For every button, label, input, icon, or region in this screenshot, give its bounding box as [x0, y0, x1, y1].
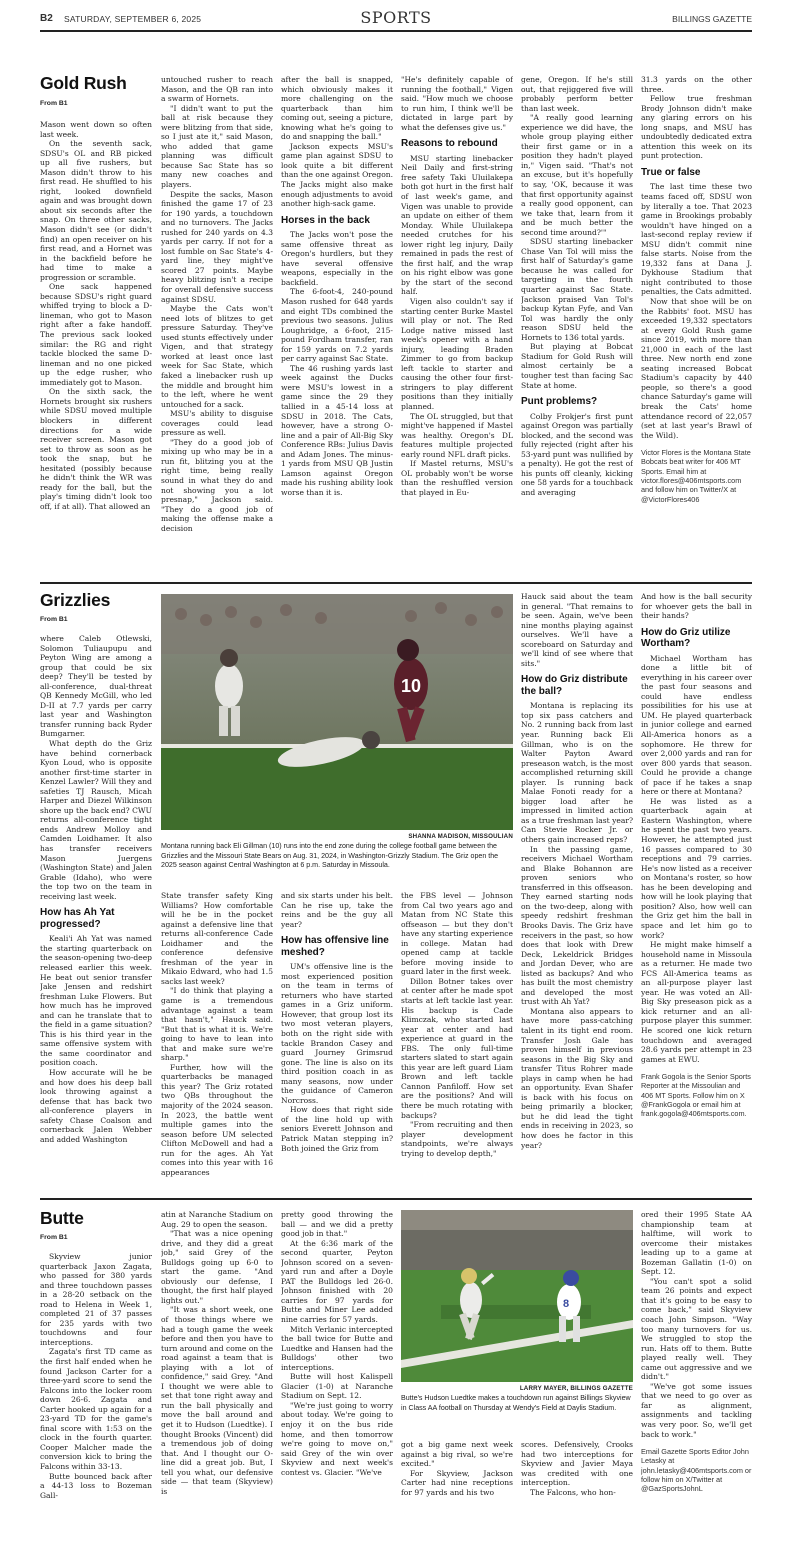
- paragraph: One sack happened because SDSU's right guard whiffed trying to block a D-lineman, who got to Mason right after a fake handoff. The previous sack looked similar: the RG and right tackle blocked the same D-lineman and no one picked up the edge rusher, who immediately got to Mason.: [40, 282, 152, 387]
- paragraph: The 6-foot-4, 240-pound Mason rushed for 648 yards and eight TDs combined the previous two seasons. Julius Loughridge, a 6-foot, 215-pound Fordham transfer, ran for 159 yards on 7.2 yards per carry against Sac State.: [281, 287, 393, 364]
- paragraph: Maybe the Cats won't need lots of blitzes to get pressure Saturday. They've used stunts effectively under Vigen, and that strategy worked at least once last week for Sac State, which faked a linebacker rush up the middle and brought him to the left, where he went untouched for a sack.: [161, 304, 273, 409]
- paragraph: Despite the sacks, Mason finished the game 17 of 23 for 190 yards, a touchdown and no turnovers. The Jacks rushed for 240 yards on 4.3 yards per carry. If not for a lost fumble on Sac State's 4-yard line, they might've scored 27 points. Maybe heavy blitzing isn't a recipe for overall defensive success against SDSU.: [161, 189, 273, 304]
- paragraph: "That was a nice opening drive, and they did a great job," said Grey of the Bulldogs going up 6-0 to start the game. "And obviously our defense, I thought, the first half played lights out.": [161, 1229, 273, 1305]
- publication-name: BILLINGS GAZETTE: [672, 14, 752, 24]
- paragraph: ored their 1995 State AA championship team at halftime, will work to overcome their mistakes leading up to a game at Bozeman Gallatin (1-0) on Sept. 12.: [641, 1210, 752, 1277]
- page-folio: [40, 10, 752, 28]
- paragraph: got a big game next week against a big rival, so we're excited.": [401, 1440, 513, 1469]
- paragraph: "I do think that playing a game is a tremendous advantage against a team that hasn't," Hauck said. "But that is what it is. We're going to have to lean into that and make sure we're sharp.": [161, 986, 273, 1063]
- butte-col-3: [281, 1210, 393, 1534]
- paragraph: the FBS level — Johnson from Cal two years ago and Matan from NC State this offseason — but they don't have any starting experience in college. Matan had opened camp at tackle before moving inside to guard later in the first week.: [401, 891, 513, 977]
- paragraph: Butte bounced back after a 44-13 loss to Bozeman Gall-: [40, 1471, 152, 1500]
- subhead-ah-yat: How has Ah Yat progressed?: [40, 907, 115, 930]
- subhead-horses: Horses in the back: [281, 214, 370, 226]
- paragraph: The Jacks won't pose the same offensive threat as Oregon's hurdlers, but they have several offensive weapons, especially in the backfield.: [281, 230, 393, 287]
- paragraph: He might make himself a household name in Missoula as a returner. He made two FCS All-America teams as an all-purpose player last year. He was voted an All-Big Sky preseason pick as a kick returner and an all-purpose player this summer. He scored one kick return touchdown and averaged 28.6 yards per attempt in 23 games at EWU.: [641, 940, 752, 1064]
- football-action-image: [161, 594, 513, 830]
- paragraph: "I didn't want to put the ball at risk because they were blitzing from that side, so I just ate it," said Mason, who added that game planning was difficult because Sac State has so many new coaches and players.: [161, 103, 273, 190]
- subhead-distribute: How do Griz distribute the ball?: [521, 674, 628, 697]
- paragraph: UM's offensive line is the most experienced position on the team in terms of returners who have started games in a Griz uniform. However, that group lost its two most veteran players, both on the right side with tackle Brandon Casey and guard Journey Grimsrud gone. The line is also on its third position coach in as many seasons, now under the guidance of Cameron Norcross.: [281, 962, 393, 1105]
- gold-col-1: [40, 120, 152, 578]
- paragraph: Fellow true freshman Brody Johnson didn't make any glaring errors on his long snaps, and MSU has undoubtedly dedicated extra attention this week on its punt protection.: [641, 94, 752, 161]
- paragraph: Dillon Botner takes over at center after he made spot starts at left tackle last year. His backup is Cade Klimczak, who started last year at center and had experience at guard in the FBS. The only full-time starters slated to start again this year are left guard Liam Brown and left tackle Cannon Panfiloff. How set are the positions? And will there be much rotating with backups?: [401, 976, 513, 1120]
- griz-photo-caption: Montana running back Eli Gillman (10) runs into the end zone during the college football game between the Grizzlies and the Missouri State Bears on Aug. 31, 2024, in Washington-Grizzly Stadium. The Griz open the 2025 season against Central Washington at 6 p.m. Saturday in Missoula.: [161, 842, 499, 870]
- butte-photo-credit: LARRY MAYER, BILLINGS GAZETTE: [519, 1385, 633, 1392]
- subhead-offensive-line: How has offensive line meshed?: [281, 935, 389, 958]
- paragraph: And how is the ball security for whoever gets the ball in their hands?: [641, 592, 752, 621]
- paragraph: In the passing game, receivers Michael Wortham and Blake Bohannon are proven seniors who transferred in this offseason. They earned starting nods on the two-deep, along with speedy redshirt freshman Brooks Davis. The Griz have receivers in the past, so how does that look with Drew Deck, Lekeldrick Bridges and Jordan Dever, who are listed as backups? And who has built the most chemistry and developed the most trust with Ah Yat?: [521, 844, 633, 1007]
- paragraph: For Skyview, Jackson Carter had nine receptions for 97 yards and his two: [401, 1468, 513, 1497]
- subhead-wortham: How do Griz utilize Wortham?: [641, 626, 731, 650]
- paragraph: On the seventh sack, SDSU's OL and RB picked up all five rushers, but Mason didn't throw to his first read. He shuffled to his right, looked downfield again and was brought down about six seconds after the snap. On three other sacks, Mason didn't see (or didn't find) an open receiver on his first read, and a Hornet was in the backfield before he had time to make a progression or scramble.: [40, 139, 152, 282]
- paragraph: MSU's ability to disguise coverages could lead pressure as well.: [161, 409, 273, 438]
- grizzlies-headline: Grizzlies: [40, 590, 111, 610]
- section-rule: [40, 1198, 752, 1200]
- paragraph: 31.3 yards on the other three.: [641, 75, 752, 94]
- section-rule: [40, 582, 752, 584]
- paragraph: What depth do the Griz have behind cornerback Kyon Loud, who is opposite another first-time starter in Kenzel Lawler? Will they and safeties TJ Rausch, Micah Harper and Diezel Wilkinson shore up the back end? CWU returns all-conference tight ends Andrew Molloy and Camden Loidhamer. It also has transfer receivers Mason Juergens (Washington State) and Jalen Grable (Idaho), who were the top two on the team in receiving last week.: [40, 739, 152, 901]
- paragraph: "He's definitely capable of running the football," Vigen said. "How much we choose to run him, I think we'll be dictated in large part by what the defenses give us.": [401, 75, 513, 132]
- paragraph: atin at Naranche Stadium on Aug. 29 to open the season.: [161, 1210, 273, 1229]
- folio-date: SATURDAY, SEPTEMBER 6, 2025: [64, 14, 202, 24]
- paragraph: State transfer safety King Williams? How comfortable will he be in the pocket against a defensive line that returns all-conference Cade Loidhamer and the conference defensive freshman of the year in Mikaio Edward, who had 1.5 sacks last week?: [161, 891, 273, 986]
- top-rule: [40, 30, 752, 32]
- paragraph: gene, Oregon. If he's still out, that rejiggered five will probably perform better than last week.: [521, 75, 633, 113]
- paragraph: Vigen also couldn't say if starting center Burke Mastel will play or not. The Red Lodge native missed last week's opener with a hand injury, leading Braden Zimmer to go from backup left tackle to starter and causing the other four first-stringers to play different positions than they initially planned.: [401, 296, 513, 411]
- paragraph: Mitch Verlanic intercepted the ball twice for Butte and Luedtke and Hansen had the Bulldogs' other two interceptions.: [281, 1324, 393, 1372]
- author-signoff: Frank Gogola is the Senior Sports Reporter at the Missoulian and 406 MT Sports. Follow him on X @FrankGogola or email him at frank.gogola@406mtsports.com.: [641, 1072, 751, 1119]
- gold-col-3: [281, 75, 393, 578]
- griz-photo: [161, 594, 513, 830]
- butte-col-4: [401, 1440, 513, 1534]
- butte-col-2: [161, 1210, 273, 1534]
- paragraph: "You can't spot a solid team 26 points and expect that it's going to be easy to come back," said Skyview coach John Simpson. "Way too many turnovers for us. We struggled to stop the run. Hats off to them. Butte played really well. They came out aggressive and we didn't.": [641, 1276, 752, 1382]
- gold-rush-jump-from: From B1: [40, 100, 68, 107]
- paragraph: "It was a short week, one of those things where we had a tough game the week before and then you have to turn around and come on the road against a team that is playing with a lot of confidence," said Grey. "And I thought we were able to set that tone right away and run the ball physically and move the ball around and get it to Hudson (Luedtke). I thought Brooks (Vincent) did a tremendous job of doing that. And I thought our O-line did a great job. But, I tell you what, our defensive side — that team (Skyview) is: [161, 1305, 273, 1496]
- paragraph: Hauck said about the team in general. "That remains to be seen. Again, we've been nine months playing against ourselves. We'll have a scoreboard on Saturday and we'll kind of see where that sits.": [521, 592, 633, 668]
- paragraph: The OL struggled, but that might've happened if Mastel was healthy. Oregon's DL features multiple projected early round NFL draft picks.: [401, 411, 513, 459]
- butte-col-1: [40, 1252, 152, 1534]
- svg-text:10: 10: [401, 676, 422, 696]
- butte-headline: Butte: [40, 1208, 84, 1228]
- paragraph: Montana also appears to have more pass-catching talent in its tight end room. Transfer Josh Gale has proven himself in previous seasons in the Big Sky and transfer Titus Rohrer made plays in camp when he had an opportunity. Evan Shafer is back with his focus on being primarily a blocker, but he did lead the tight ends in receiving in 2023, so how does he factor in this year?: [521, 1006, 633, 1150]
- paragraph: where Caleb Otlewski, Solomon Tuliaupupu and Peyton Wing are among a group that could be six deep? They'll be tested by all-conference, dual-threat QB Kennedy McGill, who led D-II at 7.7 yards per carry last year and Washington transfer running back Ryder Bumgarner.: [40, 634, 152, 739]
- paragraph: SDSU starting linebacker Chase Van Tol will miss the first half of Saturday's game because he was called for targeting in the fourth quarter against Sac State. Jackson praised Van Tol's backup Kytan Fyfe, and Van Tol was hardly the only reason SDSU held the Hornets to 136 total yards.: [521, 237, 633, 342]
- paragraph: But playing at Bobcat Stadium for Gold Rush will almost certainly be a tougher test than facing Sac State at home.: [521, 342, 633, 390]
- paragraph: If Mastel returns, MSU's OL probably won't be worse than the reshuffled version that played in Eu-: [401, 459, 513, 497]
- gold-col-2: [161, 75, 273, 578]
- paragraph: "From recruiting and then player development standpoints, we're always trying to develop depth,": [401, 1120, 513, 1158]
- paragraph: after the ball is snapped, which obviously makes it more challenging on the quarterback than him coming out, seeing a picture, knowing what he's going to do and snapping the ball.": [281, 75, 393, 142]
- griz-col-2: [161, 891, 273, 1194]
- griz-col-3: [281, 891, 393, 1194]
- paragraph: Butte will host Kalispell Glacier (1-0) at Naranche Stadium on Sept. 12.: [281, 1372, 393, 1401]
- paragraph: Montana is replacing its top six pass catchers and No. 2 running back from last year. Running back Eli Gillman, who is on the Walter Payton Award preseason watch, is the most accomplished returning skill player. Is running back Malae Fonoti ready for a bigger load after he impressed in limited action as a true freshman last year? Can Stevie Rocker Jr. or others gain increased reps?: [521, 701, 633, 845]
- paragraph: MSU starting linebacker Neil Daily and first-string free safety Taki Uluilakepa both got hurt in the first half of last week's game, and Vigen was unable to provide an update on either of them Monday. While Uluilakepa needed crutches for his lower right leg injury, Daily remained in pads the rest of the first half, and the wrap on his right elbow was gone by the start of the second half.: [401, 153, 513, 297]
- svg-text:8: 8: [563, 1298, 570, 1310]
- paragraph: He was listed as a quarterback again at Eastern Washington, where he spent the past two years. However, he attempted just 16 passes compared to 30 receptions and 79 carries. He's now listed as a receiver on Montana's roster, so how has he been developing and how will he look playing that position? Also, how well can the Griz get him the ball in space and let him go to work?: [641, 796, 752, 940]
- page-number: B2: [40, 13, 53, 24]
- butte-col-6: [641, 1210, 752, 1534]
- gold-col-4: [401, 75, 513, 578]
- paragraph: The last time these two teams faced off, SDSU won by literally a toe. That 2023 game in Brookings probably wouldn't have hinged on a last-second replay review if MSU didn't commit nine false starts. Noise from the 19,332 fans at Dana J. Dykhouse Stadium that night contributed to those penalties, the Cats admitted.: [641, 182, 752, 297]
- paragraph: "They do a good job of mixing up who may be in a run fit, blitzing you at the right time, being really sound in what they do and not showing you a lot presnap," Jackson said. "They do a good job of making the offense make a decision: [161, 437, 273, 533]
- paragraph: scores. Defensively, Crooks had two interceptions for Skyview and Javier Maya was credited with one interception.: [521, 1440, 633, 1488]
- paragraph: Skyview junior quarterback Jaxon Zagata, who passed for 380 yards and three touchdown passes in a 28-20 setback on the road to Helena in Week 1, completed 21 of 37 passes for 235 yards with two touchdowns and four interceptions.: [40, 1252, 152, 1347]
- section-name: SPORTS: [360, 8, 432, 27]
- author-signoff: Email Gazette Sports Editor John Letasky at john.letasky@406mtsports.com or follow him on X/Twitter at @GazSportsJohnL: [641, 1447, 752, 1494]
- paragraph: Colby Frokjer's first punt against Oregon was partially blocked, and the second was fully rejected (right after his 53-yard punt was nullified by a penalty). He got the rest of his punts off cleanly, kicking one 58 yards for a touchback and averaging: [521, 411, 633, 497]
- gold-col-6: [641, 75, 752, 578]
- paragraph: "We've got some issues that we need to go over as far as alignment, assignments and tackling was very poor. So, we'll get back to work.": [641, 1381, 752, 1439]
- butte-col-5: [521, 1440, 633, 1534]
- butte-jump-from: From B1: [40, 1234, 68, 1241]
- paragraph: How does that right side of the line hold up with seniors Everett Johnson and Patrick Matan stepping in? Both joined the Griz from: [281, 1105, 393, 1153]
- butte-photo: [401, 1210, 633, 1382]
- paragraph: "We're just going to worry about today. We're going to enjoy it on the bus ride home, and then tomorrow we're going to move on," said Grey of the win over Skyview and next week's contest vs. Glacier. "We've: [281, 1400, 393, 1477]
- griz-col-1: [40, 634, 152, 1194]
- paragraph: How accurate will he be and how does his deep ball look throwing against a defense that has back two all-conference players in safety Chase Coalson and cornerback Jalen Webber and added Washington: [40, 1067, 152, 1144]
- paragraph: Keali'i Ah Yat was named the starting quarterback on the season-opening two-deep released earlier this week. He beat out senior transfer Jake Jensen and redshirt freshman Luke Flowers. But how much has he improved and can he translate that to the field in a game situation? This is his third year in the same offensive system with the same coordinator and position coach.: [40, 934, 152, 1068]
- paragraph: untouched rusher to reach Mason, and the QB ran into a swarm of Hornets.: [161, 75, 273, 104]
- subhead-punt: Punt problems?: [521, 396, 598, 408]
- butte-photo-caption: Butte's Hudson Luedtke makes a touchdown run against Billings Skyview in Class AA football on Thursday at Wendy's Field at Daylis Stadium.: [401, 1394, 631, 1412]
- paragraph: Now that shoe will be on the Rabbits' foot. MSU has exceeded 19,332 spectators at every Gold Rush game since 2019, with more than 21,000 in each of the last three. New north end zone seating increased Bobcat Stadium's capacity by 440 people, so there's a good chance Saturday's game will break the Cats' home attendance record of 22,057 (set at last year's Brawl of the Wild).: [641, 296, 752, 440]
- paragraph: Zagata's first TD came as the first half ended when he found Jackson Carter for a three-yard score to send the Falcons into the locker room down 26-6. Zagata and Carter hooked up again for a 23-yard TD for the game's final score with 1:53 on the clock in the fourth quarter. Cooper Malcher made the conversion kick to bring the Falcons within 33-13.: [40, 1347, 152, 1472]
- griz-col-4: [401, 891, 513, 1194]
- gold-col-5: [521, 75, 633, 578]
- griz-photo-credit: SHANNA MADISON, MISSOULIAN: [408, 833, 513, 840]
- paragraph: Jackson expects MSU's game plan against SDSU to look quite a bit different than the one against Oregon. The Jacks might also make enough adjustments to avoid another high-sack game.: [281, 141, 393, 209]
- subhead-reasons: Reasons to rebound: [401, 138, 498, 150]
- author-signoff: Victor Flores is the Montana State Bobcats beat writer for 406 MT Sports. Email him at victor.flores@406mtsports.com and follow him on Twitter/X at @VictorFlores406: [641, 448, 751, 504]
- gold-rush-headline: Gold Rush: [40, 73, 127, 93]
- paragraph: Michael Wortham has done a little bit of everything in his career over the past four seasons and could have endless possibilities for his use at UM. He played quarterback in junior college and earned All-America honors as a sophomore. He threw for over 2,000 yards and ran for over 800 yards that season. Could he provide a change of pace if he takes a snap here or there at Montana?: [641, 653, 752, 797]
- paragraph: The 46 rushing yards last week against the Ducks were MSU's lowest in a game since the 29 they tallied in a 45-14 loss at SDSU in 2018. The Cats, however, have a strong O-line and a pair of All-Big Sky Conference RBs: Julius Davis and Adam Jones. The minus-1 yards from MSU QB Justin Lamson against Oregon made his rushing ability look worse than it is.: [281, 363, 393, 497]
- paragraph: The Falcons, who hon-: [530, 1487, 616, 1497]
- griz-col-5: [521, 592, 633, 1194]
- paragraph: "A really good learning experience we did have, the whole group playing either their first game or in a position they hadn't played in," Vigen said. "That's not an excuse, but it's hopefully to say, 'OK, because it was that first opportunity against a really good opponent, can we take that, learn from it and be much better the second time around?'": [521, 113, 633, 237]
- griz-col-6: [641, 592, 752, 1194]
- paragraph: Further, how will the quarterbacks be managed this year? The Griz rotated two QBs throughout the majority of the 2024 season. In 2023, the battle went multiple games into the season before UM selected Clifton McDowell and had a run for the ages. Ah Yat comes into this year with 16 appearances: [161, 1062, 273, 1177]
- subhead-true-false: True or false: [641, 166, 701, 178]
- grizzlies-jump-from: From B1: [40, 616, 68, 623]
- paragraph: Mason went down so often last week.: [40, 120, 152, 139]
- paragraph: At the 6:36 mark of the second quarter, Peyton Johnson scored on a seven-yard run and after a Doyle PAT the Bulldogs led 26-0. Johnson finished with 20 carries for 97 yards for Butte and Miner Lee added nine carries for 57 yards.: [281, 1238, 393, 1325]
- paragraph: pretty good throwing the ball — and we did a pretty good job in that.": [281, 1210, 393, 1239]
- paragraph: and six starts under his belt. Can he rise up, take the reins and be the guy all year?: [281, 891, 393, 929]
- football-touchdown-image: [401, 1210, 633, 1382]
- paragraph: On the sixth sack, the Hornets brought six rushers while SDSU moved multiple blockers in different directions for a wide receiver screen. Mason got set to throw as soon as he took the snap, but he hesitated (possibly because he didn't think the WR was ready for the ball, but the play's timing didn't look too off, if at all). That allowed an: [40, 387, 152, 511]
